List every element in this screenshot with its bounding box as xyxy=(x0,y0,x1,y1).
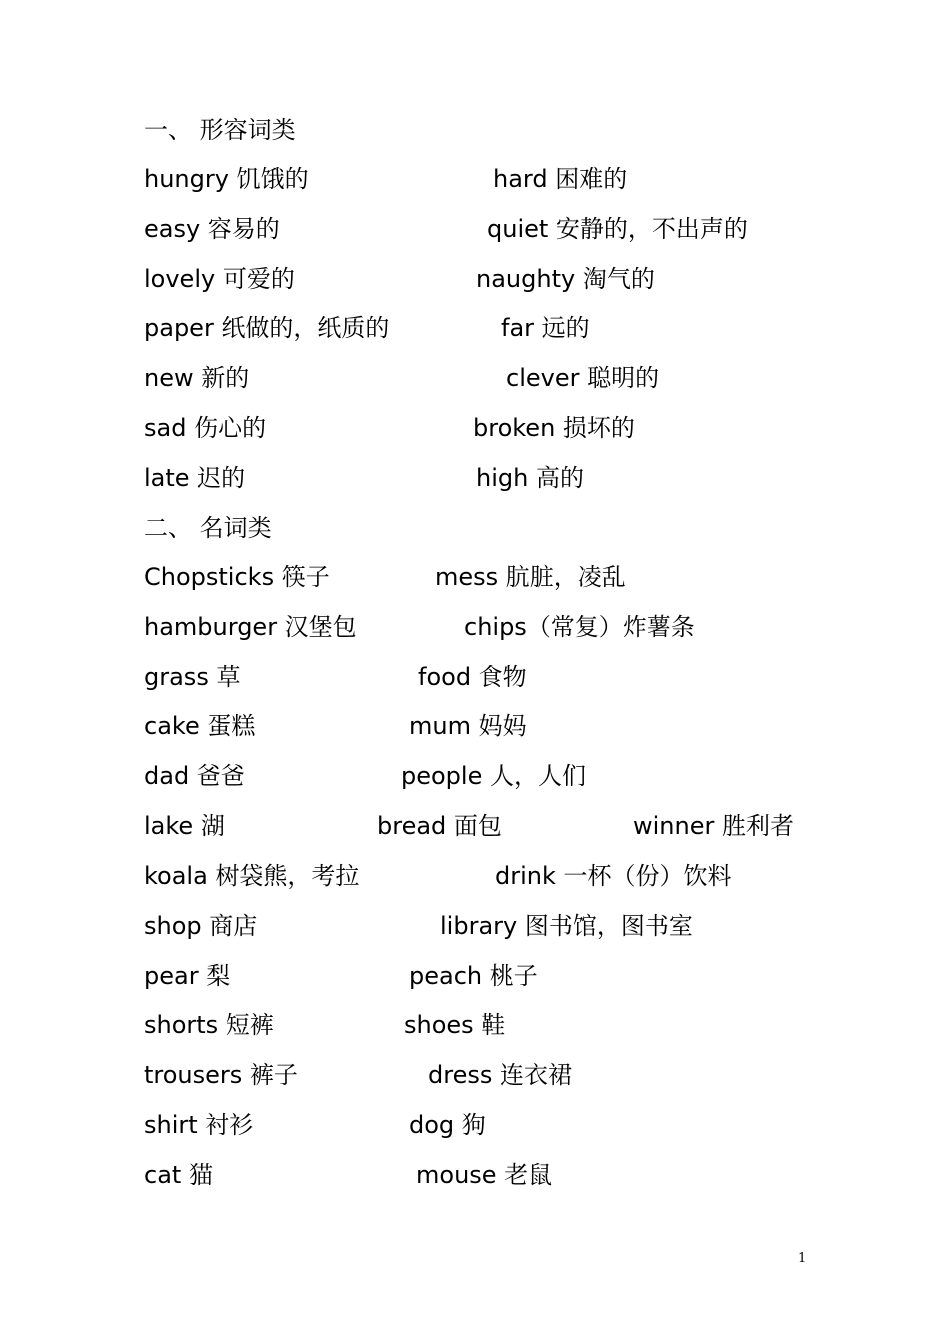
vocab-entry: broken 损坏的 xyxy=(473,414,635,442)
vocab-entry: mess 肮脏，凌乱 xyxy=(435,563,626,591)
vocab-entry: new 新的 xyxy=(144,364,250,392)
vocab-row xyxy=(0,806,950,846)
vocab-row xyxy=(0,159,950,199)
vocab-row xyxy=(0,1005,950,1045)
vocab-entry: lake 湖 xyxy=(144,812,225,840)
vocab-row xyxy=(0,706,950,746)
section-heading-nouns xyxy=(0,508,950,548)
vocab-entry: shop 商店 xyxy=(144,912,258,940)
vocab-entry: shirt 衬衫 xyxy=(144,1111,254,1139)
vocab-entry: pear 梨 xyxy=(144,962,231,990)
vocab-entry: quiet 安静的，不出声的 xyxy=(487,215,748,243)
vocab-entry: chips（常复）炸薯条 xyxy=(464,613,695,641)
vocab-entry: winner 胜利者 xyxy=(633,812,794,840)
vocab-entry: dog 狗 xyxy=(409,1111,486,1139)
vocab-entry: koala 树袋熊，考拉 xyxy=(144,862,360,890)
vocab-row xyxy=(0,657,950,697)
vocab-row xyxy=(0,1155,950,1195)
vocab-entry: paper 纸做的，纸质的 xyxy=(144,314,390,342)
section-heading-text: 一、 形容词类 xyxy=(144,116,296,144)
vocab-entry: mouse 老鼠 xyxy=(416,1161,553,1189)
vocab-entry: shoes 鞋 xyxy=(404,1011,506,1039)
section-heading-text: 二、 名词类 xyxy=(144,514,272,542)
vocab-row xyxy=(0,1105,950,1145)
vocab-entry: far 远的 xyxy=(501,314,590,342)
vocab-entry: cake 蛋糕 xyxy=(144,712,256,740)
vocab-entry: people 人，人们 xyxy=(401,762,586,790)
vocab-row xyxy=(0,308,950,348)
vocab-entry: dress 连衣裙 xyxy=(428,1061,572,1089)
vocab-row xyxy=(0,408,950,448)
vocab-row xyxy=(0,856,950,896)
vocab-entry: easy 容易的 xyxy=(144,215,280,243)
vocab-entry: peach 桃子 xyxy=(409,962,538,990)
vocab-row xyxy=(0,956,950,996)
vocab-entry: food 食物 xyxy=(418,663,527,691)
vocab-row xyxy=(0,607,950,647)
vocab-row xyxy=(0,557,950,597)
vocab-entry: clever 聪明的 xyxy=(506,364,660,392)
vocab-entry: lovely 可爱的 xyxy=(144,265,295,293)
vocab-entry: trousers 裤子 xyxy=(144,1061,298,1089)
vocab-entry: shorts 短裤 xyxy=(144,1011,274,1039)
vocab-entry: library 图书馆，图书室 xyxy=(440,912,693,940)
vocab-entry: hard 困难的 xyxy=(493,165,628,193)
vocab-entry: drink 一杯（份）饮料 xyxy=(495,862,732,890)
vocab-entry: late 迟的 xyxy=(144,464,246,492)
vocab-entry: hungry 饥饿的 xyxy=(144,165,309,193)
vocab-entry: high 高的 xyxy=(476,464,584,492)
vocab-entry: cat 猫 xyxy=(144,1161,213,1189)
vocab-row xyxy=(0,358,950,398)
vocab-entry: dad 爸爸 xyxy=(144,762,245,790)
vocab-entry: mum 妈妈 xyxy=(409,712,527,740)
vocab-row xyxy=(0,756,950,796)
page-number: 1 xyxy=(798,1251,807,1266)
vocab-entry: naughty 淘气的 xyxy=(476,265,655,293)
vocab-row xyxy=(0,209,950,249)
vocab-row xyxy=(0,906,950,946)
vocab-row xyxy=(0,259,950,299)
section-heading-adjectives xyxy=(0,110,950,150)
vocab-entry: sad 伤心的 xyxy=(144,414,267,442)
vocab-entry: grass 草 xyxy=(144,663,241,691)
vocab-entry: Chopsticks 筷子 xyxy=(144,563,330,591)
vocab-row xyxy=(0,1055,950,1095)
vocab-entry: bread 面包 xyxy=(377,812,502,840)
vocab-entry: hamburger 汉堡包 xyxy=(144,613,357,641)
vocab-row xyxy=(0,458,950,498)
